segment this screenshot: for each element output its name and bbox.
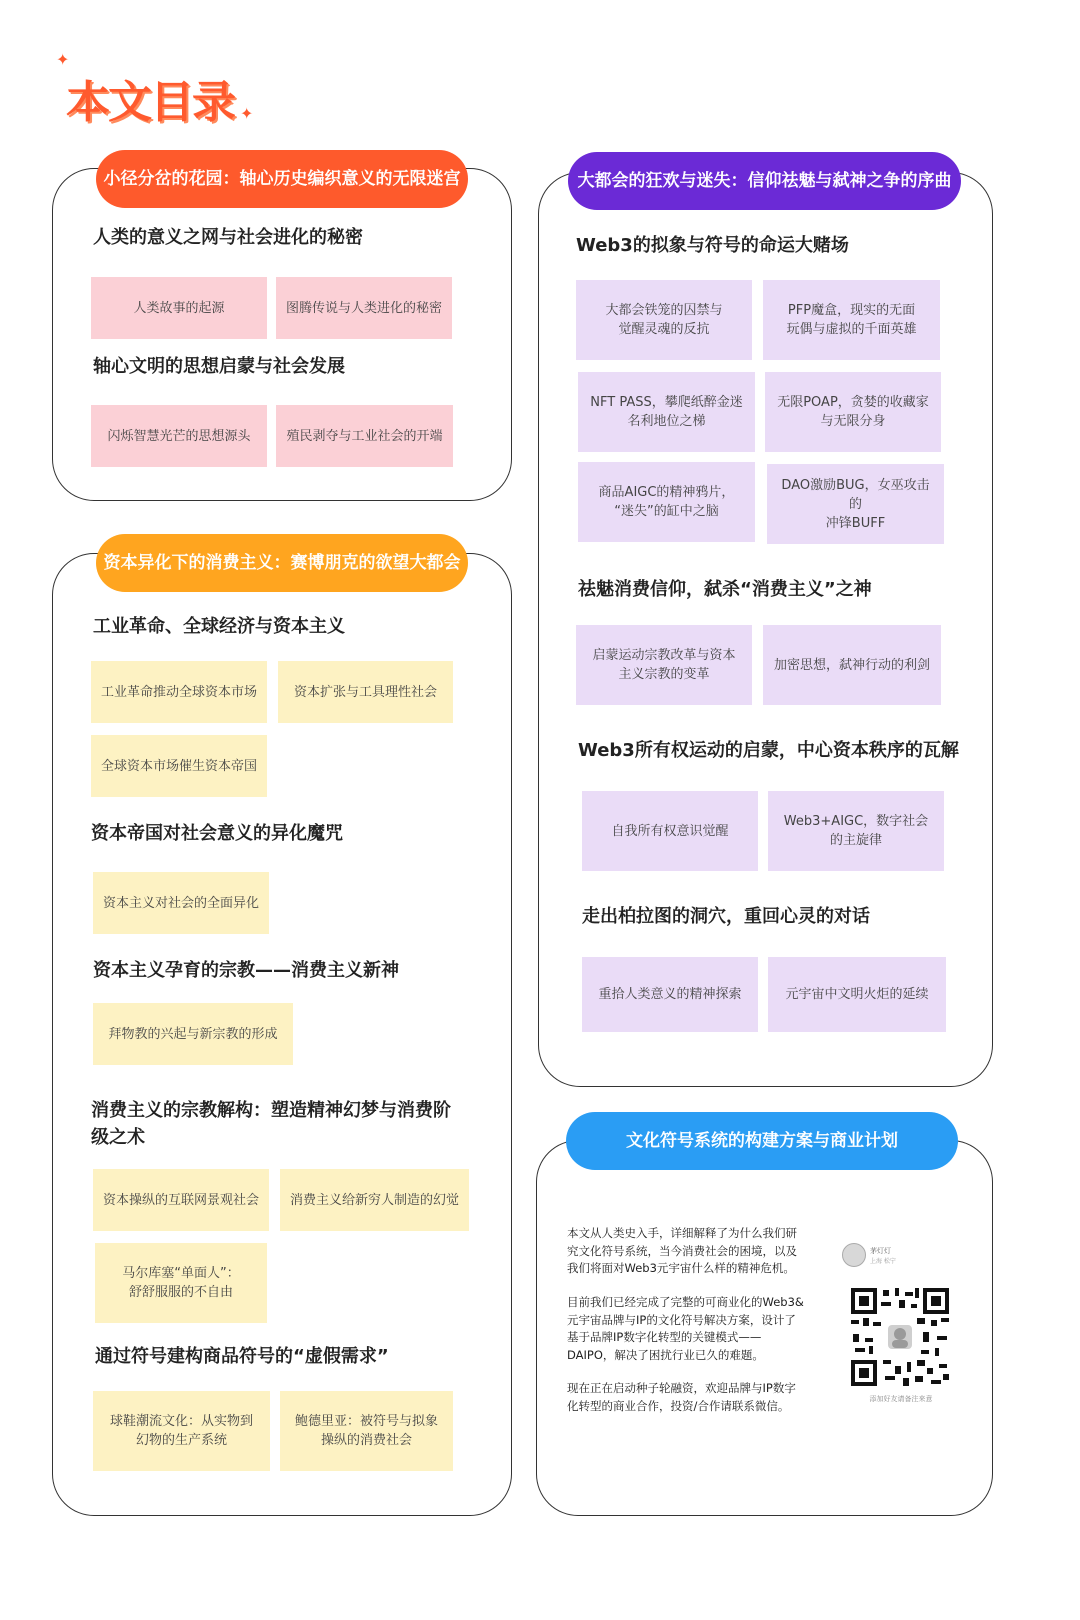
page-title: 本文目录 [66, 77, 234, 128]
toc-item-line: 冲锋BUFF [825, 515, 886, 531]
toc-item-line: 的主旋律 [829, 833, 882, 848]
chapter-heading: 祛魅消费信仰，弑杀“消费主义”之神 [578, 579, 872, 600]
toc-item-line: Web3+AIGC，数字社会 [783, 814, 929, 829]
description-paragraph [567, 1225, 797, 1278]
text-line: 元宇宙品牌与IP的文化符号解决方案，设计了 [567, 1312, 796, 1327]
section-pill-2: 资本异化下的消费主义：赛博朋克的欲望大都会 [96, 534, 468, 592]
heading-line: 消费主义的宗教解构：塑造精神幻梦与消费阶 [91, 1100, 451, 1121]
toc-item: 图腾传说与人类进化的秘密 [276, 277, 452, 339]
toc-item [576, 625, 752, 705]
qr-caption: 添加好友请备注来意 [869, 1395, 933, 1403]
chapter-heading: 资本主义孕育的宗教——消费主义新神 [93, 960, 399, 981]
toc-item-line: 主义宗教的变革 [618, 667, 710, 682]
toc-item: 资本扩张与工具理性社会 [278, 661, 453, 723]
contact-name: 茅灯灯 [870, 1247, 891, 1255]
toc-item [280, 1391, 453, 1471]
chapter-heading: 通过符号建构商品符号的“虚假需求” [95, 1346, 389, 1367]
toc-item: 闪烁智慧光芒的思想源头 [91, 405, 267, 467]
heading-line: 级之术 [91, 1127, 145, 1148]
text-line: 化转型的商业合作，投资/合作请联系微信。 [567, 1398, 790, 1413]
toc-item [578, 372, 755, 452]
description-paragraph [567, 1380, 796, 1415]
chapter-heading: 轴心文明的思想启蒙与社会发展 [93, 356, 345, 377]
toc-item-line: 与无限分身 [820, 414, 886, 429]
toc-item [765, 372, 941, 452]
toc-item-line: 名利地位之梯 [627, 414, 706, 429]
page-title-logo [56, 50, 262, 128]
text-line: DAIPO，解决了困扰行业已久的难题。 [567, 1347, 764, 1362]
sparkle-icon: ✦ [56, 50, 70, 69]
toc-item-line: 无限POAP，贪婪的收藏家 [777, 395, 929, 410]
toc-item-line: 玩偶与虚拟的千面英雄 [786, 322, 917, 337]
toc-item: 资本主义对社会的全面异化 [93, 872, 269, 934]
toc-item-line: DAO激励BUG，女巫攻击的 [781, 477, 930, 512]
section-pill-4: 文化符号系统的构建方案与商业计划 [566, 1112, 958, 1170]
text-line: 现在正在启动种子轮融资，欢迎品牌与IP数字 [567, 1381, 796, 1395]
toc-item [93, 1391, 270, 1471]
toc-item-line: 马尔库塞“单面人”： [122, 1266, 240, 1281]
toc-item: 加密思想，弑神行动的利剑 [763, 625, 941, 705]
toc-item-line: 球鞋潮流文化：从实物到 [109, 1414, 253, 1429]
section-pill-3: 大都会的狂欢与迷失：信仰祛魅与弑神之争的序曲 [568, 152, 961, 210]
chapter-heading: 人类的意义之网与社会进化的秘密 [93, 227, 363, 248]
toc-item: 全球资本市场催生资本帝国 [91, 735, 267, 797]
toc-item: 殖民剥夺与工业社会的开端 [276, 405, 453, 467]
toc-item-line: 鲍德里亚：被符号与拟象 [294, 1414, 438, 1429]
toc-item [95, 1243, 267, 1323]
chapter-heading: Web3所有权运动的启蒙，中心资本秩序的瓦解 [578, 740, 959, 761]
toc-item-line: 舒舒服服的不自由 [128, 1285, 233, 1300]
toc-item: 拜物教的兴起与新宗教的形成 [93, 1003, 293, 1065]
toc-item-line: 操纵的消费社会 [320, 1433, 412, 1448]
text-line: 我们将面对Web3元宇宙什么样的精神危机。 [567, 1261, 795, 1275]
toc-item: 工业革命推动全球资本市场 [91, 661, 267, 723]
sparkle-icon: ✦ [240, 104, 254, 123]
toc-item [763, 280, 940, 360]
text-line: 目前我们已经完成了完整的可商业化的Web3& [567, 1295, 804, 1309]
toc-item: 重拾人类意义的精神探索 [582, 957, 758, 1032]
text-line: 本文从人类史入手，详细解释了为什么我们研 [567, 1226, 797, 1240]
contact-location: 上海 松宁 [870, 1258, 896, 1265]
toc-item-line: PFP魔盒，现实的无面 [787, 303, 916, 318]
chapter-heading: 资本帝国对社会意义的异化魔咒 [91, 823, 343, 844]
section-pill-1: 小径分岔的花园：轴心历史编织意义的无限迷宫 [96, 150, 468, 208]
avatar [842, 1243, 866, 1267]
chapter-heading: 走出柏拉图的洞穴，重回心灵的对话 [582, 906, 870, 927]
toc-item-line: 觉醒灵魂的反抗 [618, 322, 710, 337]
toc-item: 消费主义给新穷人制造的幻觉 [280, 1169, 469, 1231]
toc-item-line: 幻物的生产系统 [135, 1433, 227, 1448]
toc-item [578, 462, 755, 542]
text-line: 基于品牌IP数字化转型的关键模式—— [567, 1330, 762, 1344]
chapter-heading: 工业革命、全球经济与资本主义 [93, 616, 345, 637]
toc-item [767, 464, 944, 544]
qr-code-icon [851, 1288, 949, 1386]
toc-item-line: 商品AIGC的精神鸦片， [598, 485, 735, 500]
toc-item [576, 280, 752, 360]
toc-item: 人类故事的起源 [91, 277, 267, 339]
chapter-heading [91, 1097, 471, 1151]
toc-item: 自我所有权意识觉醒 [582, 791, 758, 871]
chapter-heading: Web3的拟象与符号的命运大赌场 [576, 235, 849, 256]
toc-item: 资本操纵的互联网景观社会 [93, 1169, 269, 1231]
toc-item-line: 大都会铁笼的囚禁与 [605, 303, 723, 318]
description-paragraph [567, 1294, 804, 1364]
toc-item-line: 启蒙运动宗教改革与资本 [592, 648, 736, 663]
text-line: 究文化符号系统，当今消费社会的困境，以及 [567, 1243, 797, 1258]
toc-item: 元宇宙中文明火炬的延续 [768, 957, 946, 1032]
toc-item-line: “迷失”的缸中之脑 [614, 504, 719, 519]
toc-item-line: NFT PASS，攀爬纸醉金迷 [590, 395, 743, 410]
toc-item [768, 791, 944, 871]
